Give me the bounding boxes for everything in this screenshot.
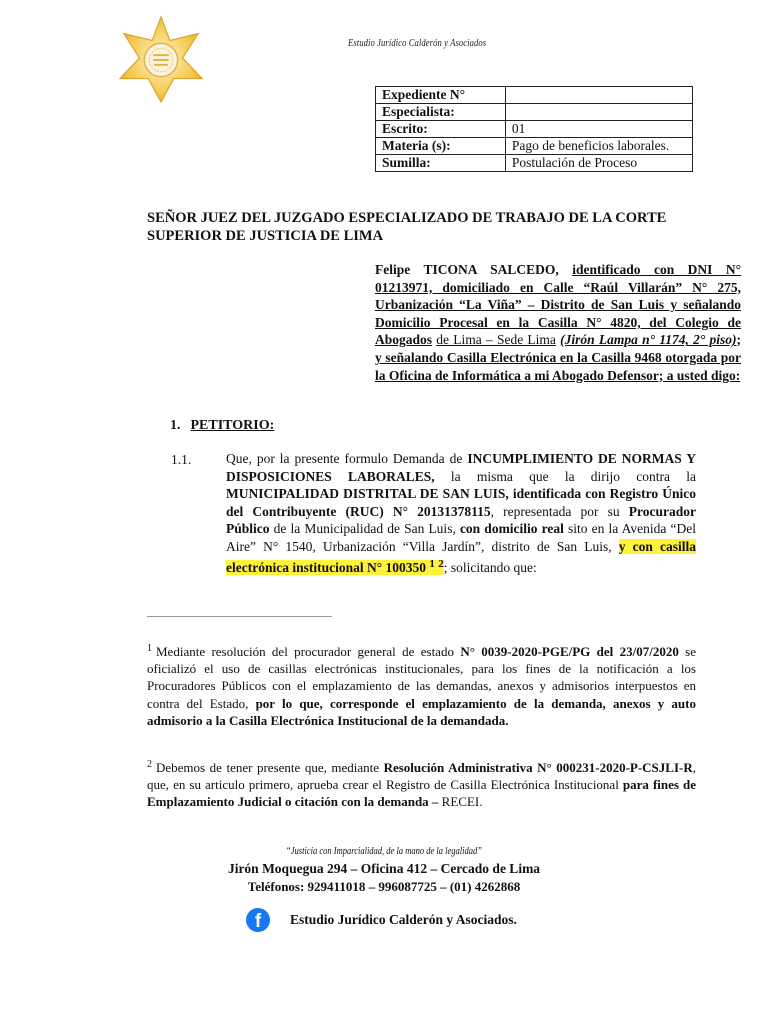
- paragraph-number: 1.1.: [171, 452, 192, 467]
- text: ; solicitando que:: [443, 559, 537, 575]
- footnote-ref-2[interactable]: 2: [438, 557, 444, 570]
- table-row: [376, 155, 693, 172]
- footnote-mark: 2: [147, 759, 152, 770]
- row-value: 01: [505, 121, 692, 138]
- footer-phones: Teléfonos: 929411018 – 996087725 – (01) 4262868: [247, 879, 521, 894]
- separator: ;: [736, 332, 741, 348]
- table-row: [376, 138, 693, 155]
- section-number: 1.: [170, 418, 181, 433]
- section-heading: [170, 418, 274, 434]
- text: Mediante resolución del procurador general de estado: [156, 644, 461, 659]
- footer-motto: “Justicia con Imparcialidad, de la mano de la legalidad”: [286, 846, 482, 857]
- table-row: [376, 87, 693, 104]
- defendant: MUNICIPALIDAD DISTRITAL DE SAN LUIS, identificada con Registro Único del Contribuyente (RUC) N° 20131378115: [226, 486, 696, 519]
- claim-type: INCUMPLIMIENTO DE NORMAS Y DISPOSICIONES LABORALES,: [226, 451, 696, 484]
- text: , representada por su: [490, 503, 629, 519]
- paragraph-1-1: [226, 450, 696, 576]
- table-row: [376, 121, 693, 138]
- resolution-number: Resolución Administrativa N° 000231-2020-P-CSJLI-R: [383, 760, 693, 775]
- procurator: Procurador Público: [226, 503, 696, 537]
- footnote-1: [147, 640, 696, 729]
- highlighted-text: [226, 557, 444, 575]
- gold-star-seal-icon: [112, 14, 210, 104]
- row-label: Sumilla:: [376, 155, 506, 172]
- row-value: Pago de beneficios laborales.: [505, 138, 692, 155]
- plaintiff-id-text: identificado con DNI N° 01213971, domiciliado en Calle “Raúl Villarán” N° 275, Urbanización “La Viña” – Distrito de San Luis y señalando Domicilio Procesal en la Casilla N° 4820, del Colegio de Abogados: [375, 262, 741, 348]
- highlighted-text: y con casilla: [618, 538, 697, 554]
- text: se oficializó el uso de casillas electrónicas institucionales, para los fines de la notificación a los Procuradores Públicos con el emplazamiento de las demandas, anexos y admisorios interpuestos en contra del Estado,: [147, 644, 697, 711]
- text: , que, en su articulo primero, aprueba crear el Registro de Casilla Electrónica Institucional: [147, 760, 696, 793]
- section-title: PETITORIO:: [190, 418, 275, 433]
- text: de la Municipalidad de San Luis,: [269, 521, 460, 537]
- row-label: Expediente N°: [376, 87, 506, 104]
- plaintiff-name: Felipe TICONA SALCEDO,: [375, 262, 559, 277]
- text: la misma que la dirijo contra la: [434, 468, 696, 484]
- plaintiff-address: (Jirón Lampa n° 1174, 2° piso): [560, 332, 737, 348]
- case-info-table: [375, 86, 693, 172]
- header-firm-name: Estudio Jurídico Calderón y Asociados: [348, 38, 487, 49]
- footnote-mark: 1: [147, 643, 152, 654]
- addressee-heading: SEÑOR JUEZ DEL JUZGADO ESPECIALIZADO DE TRABAJO DE LA CORTE SUPERIOR DE JUSTICIA DE LIMA: [147, 210, 667, 244]
- text: sito en la Avenida “Del Aire” N° 1540, Urbanización “Villa Jardín”, distrito de San Luis,: [226, 521, 696, 554]
- facebook-icon[interactable]: f: [246, 908, 270, 932]
- row-label: Materia (s):: [376, 138, 506, 155]
- footnote-separator: [147, 616, 332, 617]
- facebook-page-name[interactable]: Estudio Jurídico Calderón y Asociados.: [290, 912, 517, 927]
- row-label: Especialista:: [376, 104, 506, 121]
- table-row: [376, 104, 693, 121]
- real-domicile-label: con domicilio real: [459, 521, 564, 537]
- plaintiff-electronic-box: y señalando Casilla Electrónica en la Casilla 9468 otorgada por la Oficina de Informática a mi Abogado Defensor; a usted digo:: [375, 349, 741, 383]
- row-value: Postulación de Proceso: [505, 155, 692, 172]
- footer-address: Jirón Moquegua 294 – Oficina 412 – Cercado de Lima: [227, 861, 541, 876]
- emphasis-text: por lo que, corresponde el emplazamiento de la demanda, anexos y auto admisorio a la Casilla Electrónica Institucional de la demandada.: [147, 695, 696, 728]
- text: RECEI.: [438, 794, 483, 810]
- row-label: Escrito:: [376, 121, 506, 138]
- text: Que, por la presente formulo Demanda de: [226, 451, 468, 466]
- text: Debemos de tener presente que, mediante: [156, 760, 384, 775]
- plaintiff-intro: [375, 261, 741, 384]
- firm-logo: [112, 14, 210, 104]
- emphasis-text: para fines de Emplazamiento Judicial o citación con la demanda –: [147, 777, 697, 810]
- row-value: [505, 87, 692, 104]
- footnote-2: [147, 756, 696, 811]
- plaintiff-sede: de Lima – Sede Lima: [436, 332, 556, 348]
- row-value: [505, 104, 692, 121]
- electronic-box-number: electrónica institucional N° 100350: [226, 559, 427, 575]
- footnote-ref-1[interactable]: 1: [429, 557, 435, 570]
- resolution-number: N° 0039-2020-PGE/PG del 23/07/2020: [460, 644, 679, 659]
